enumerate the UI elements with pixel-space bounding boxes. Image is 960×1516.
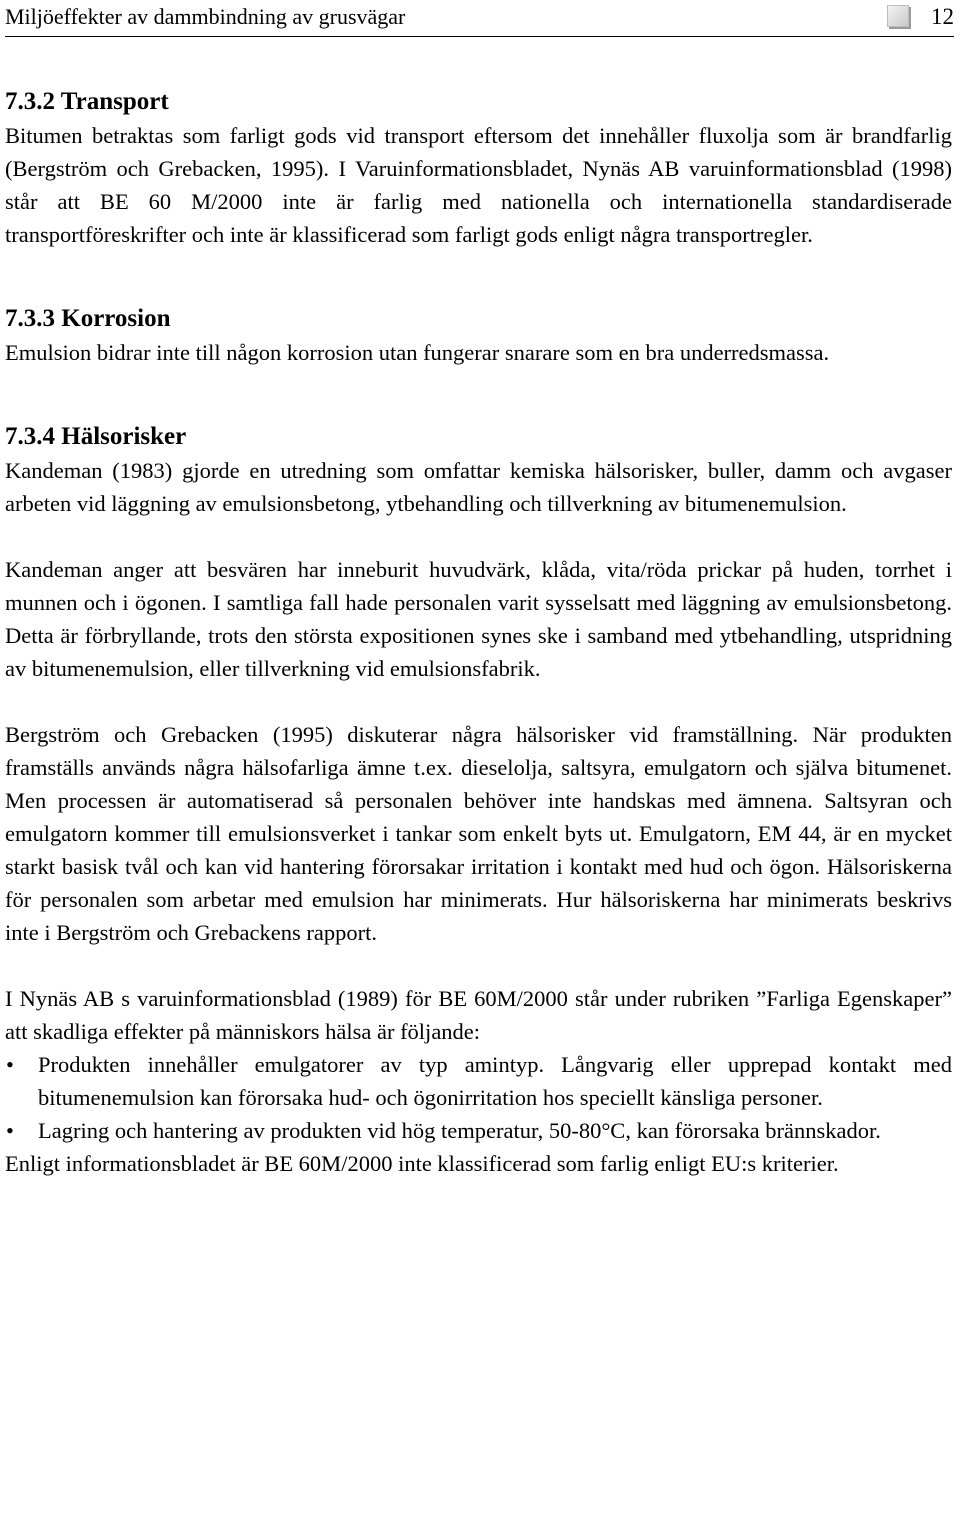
document-title: Miljöeffekter av dammbindning av grusvägar: [5, 4, 406, 29]
section-halsorisker: [5, 419, 952, 1180]
page-number: 12: [931, 4, 954, 29]
list-item: [5, 1114, 952, 1147]
bullet-icon: •: [6, 1052, 14, 1077]
bullet-icon: •: [6, 1118, 14, 1143]
paragraph-halsorisker-5: Enligt informationsbladet är BE 60M/2000 inte klassificerad som farlig enligt EU:s kriterier.: [5, 1151, 839, 1176]
spacer: [5, 949, 952, 982]
section-korrosion: [5, 301, 952, 369]
section-heading-transport: 7.3.2 Transport: [5, 88, 169, 115]
page-icon: [887, 5, 909, 27]
document-body: [5, 84, 952, 1180]
spacer: [5, 520, 952, 553]
paragraph-halsorisker-3: Bergström och Grebacken (1995) diskuterar några hälsorisker vid framställning. När produkten framställs används några hälsofarliga ämne t.ex. dieselolja, saltsyra, emulgatorn och själva bitumenet. Men processen är automatiserad så personalen behöver inte handskas med ämnena. Saltsyran och emulgatorn kommer till emulsionsverket i tankar som enkelt byts ut. Emulgatorn, EM 44, är en mycket starkt basisk tvål och kan vid hantering förorsakar irritation i kontakt med hud och ögon. Hälsoriskerna för personalen som arbetar med emulsion har minimerats. Hur hälsoriskerna har minimerats beskrivs inte i Bergström och Grebackens rapport.: [5, 722, 952, 945]
health-effects-list: [5, 1048, 952, 1147]
spacer: [5, 251, 952, 301]
section-transport: [5, 84, 952, 251]
list-item: [5, 1048, 952, 1114]
spacer: [5, 685, 952, 718]
section-heading-halsorisker: 7.3.4 Hälsorisker: [5, 423, 187, 450]
paragraph-korrosion: Emulsion bidrar inte till någon korrosion utan fungerar snarare som en bra underredsmassa.: [5, 340, 830, 365]
page-header: [5, 0, 954, 37]
paragraph-halsorisker-1: Kandeman (1983) gjorde en utredning som omfattar kemiska hälsorisker, buller, damm och avgaser arbeten vid läggning av emulsionsbetong, ytbehandling och tillverkning av bitumenemulsion.: [5, 458, 952, 516]
paragraph-transport: Bitumen betraktas som farligt gods vid transport eftersom det innehåller fluxolja som är brandfarlig (Bergström och Grebacken, 1995). I Varuinformationsbladet, Nynäs AB varuinformationsblad (1998) står att BE 60 M/2000 inte är farlig med nationella och internationella standardiserade transportföreskrifter och inte är klassificerad som farligt gods enligt några transportregler.: [5, 123, 952, 247]
section-heading-korrosion: 7.3.3 Korrosion: [5, 305, 171, 332]
paragraph-halsorisker-4: I Nynäs AB s varuinformationsblad (1989) för BE 60M/2000 står under rubriken ”Farliga Egenskaper” att skadliga effekter på människors hälsa är följande:: [5, 986, 952, 1044]
list-item-text: Produkten innehåller emulgatorer av typ amintyp. Långvarig eller upprepad kontakt med bitumenemulsion kan förorsaka hud- och ögonirritation hos speciellt känsliga personer.: [38, 1052, 952, 1110]
paragraph-halsorisker-2: Kandeman anger att besvären har inneburit huvudvärk, klåda, vita/röda prickar på huden, torrhet i munnen och i ögonen. I samtliga fall hade personalen varit sysselsatt med läggning av emulsionsbetong. Detta är förbryllande, trots den största expositionen synes ske i samband med ytbehandling, utspridning av bitumenemulsion, eller tillverkning vid emulsionsfabrik.: [5, 557, 952, 681]
spacer: [5, 369, 952, 419]
list-item-text: Lagring och hantering av produkten vid hög temperatur, 50-80°C, kan förorsaka brännskador.: [38, 1118, 881, 1143]
